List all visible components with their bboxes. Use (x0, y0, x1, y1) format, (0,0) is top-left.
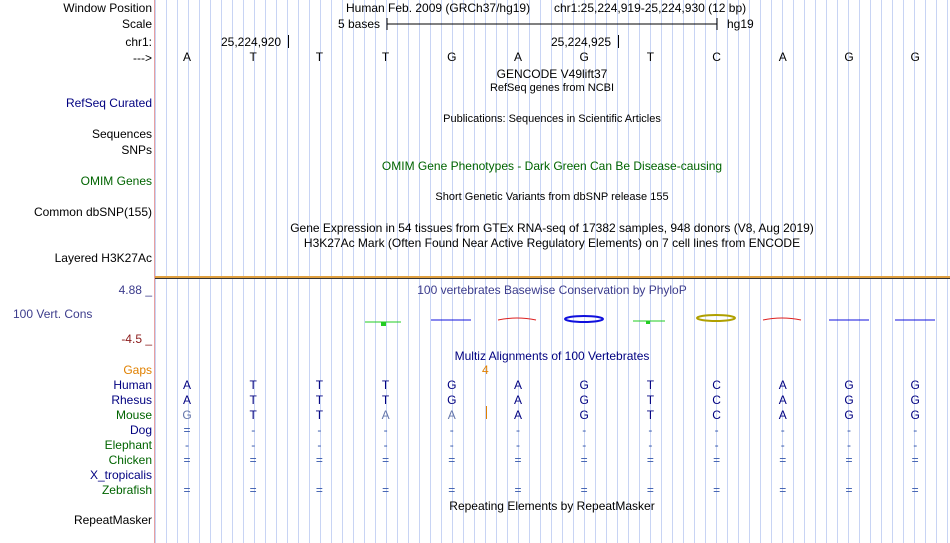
alignment-base: G (844, 378, 854, 392)
grid-line (749, 0, 750, 543)
species-label[interactable]: Zebrafish (101, 483, 152, 497)
grid-line (463, 0, 464, 543)
base-letter: T (249, 50, 257, 64)
h3k27ac-track-title[interactable]: H3K27Ac Mark (Often Found Near Active Regulatory Elements) on 7 cell lines from ENCODE (303, 236, 801, 250)
alignment-base: = (514, 483, 522, 497)
grid-line (265, 0, 266, 543)
alignment-base: = (514, 453, 522, 467)
alignment-base: - (780, 423, 785, 437)
base-letter: G (447, 50, 457, 64)
cons-mark-4-bar (381, 322, 386, 326)
repeatmasker-track-title[interactable]: Repeating Elements by RepeatMasker (449, 499, 655, 513)
grid-line (837, 0, 838, 543)
grid-line (683, 0, 684, 543)
alignment-base: A (447, 408, 456, 422)
alignment-base: G (579, 378, 589, 392)
publications-track-title[interactable]: Publications: Sequences in Scientific Articles (443, 113, 661, 125)
alignment-base: - (847, 423, 851, 437)
base-letter: A (182, 50, 191, 64)
alignment-base: = (580, 453, 588, 467)
cons-min-label: -4.5 _ (121, 332, 152, 346)
alignment-base: = (249, 453, 257, 467)
grid-line (892, 0, 893, 543)
alignment-base: - (847, 438, 851, 452)
grid-line (760, 0, 761, 543)
alignment-base: T (315, 378, 324, 392)
dbsnp-track-title[interactable]: Short Genetic Variants from dbSNP release 155 (435, 191, 669, 203)
base-letter: G (579, 50, 589, 64)
alignment-base: - (383, 438, 388, 452)
grid-line (331, 0, 332, 543)
alignment-base: A (381, 408, 390, 422)
cons-mark-8-bar (646, 321, 650, 324)
species-label[interactable]: Dog (129, 423, 152, 437)
grid-line (155, 0, 156, 543)
alignment-base: A (182, 393, 191, 407)
alignment-base: - (317, 423, 322, 437)
gaps-label[interactable]: Gaps (123, 363, 152, 377)
coord-tick-2-mark (618, 35, 619, 48)
grid-line (353, 0, 354, 543)
vert-cons-label[interactable]: 100 Vert. Cons (13, 307, 93, 321)
common-dbsnp-label[interactable]: Common dbSNP(155) (33, 205, 152, 219)
refseq-track-title[interactable]: RefSeq genes from NCBI (489, 82, 615, 94)
layered-h3k27ac-label[interactable]: Layered H3K27Ac (54, 251, 152, 265)
alignment-base: = (448, 453, 456, 467)
grid-line (210, 0, 211, 543)
alignment-base: G (579, 393, 589, 407)
cons-max-label: 4.88 _ (118, 283, 152, 297)
base-letter: A (513, 50, 522, 64)
cons-mark-10 (763, 318, 801, 320)
species-label[interactable]: X_tropicalis (89, 468, 152, 482)
cons-mark-6 (498, 318, 536, 320)
alignment-base: = (646, 483, 654, 497)
coord-tick-1-mark (288, 35, 289, 48)
alignment-base: = (845, 483, 853, 497)
alignment-base: T (315, 408, 324, 422)
grid-line (738, 0, 739, 543)
grid-line (430, 0, 431, 543)
alignment-base: = (183, 483, 191, 497)
alignment-base: T (646, 408, 655, 422)
alignment-base: = (713, 483, 721, 497)
sequences-label[interactable]: Sequences (91, 127, 152, 141)
grid-line (628, 0, 629, 543)
alignment-base: C (712, 408, 721, 422)
alignment-base: = (249, 483, 257, 497)
position-readout: chr1:25,224,919-25,224,930 (12 bp) (554, 1, 747, 15)
alignment-base: G (447, 393, 457, 407)
alignment-base: - (582, 423, 587, 437)
grid-line (727, 0, 728, 543)
alignment-base: C (712, 378, 721, 392)
scale-bar (386, 17, 720, 31)
alignment-base: G (910, 393, 920, 407)
alignment-base: = (713, 453, 721, 467)
gtex-track-title[interactable]: Gene Expression in 54 tissues from GTEx RNA-seq of 17382 samples, 948 donors (V8, Aug 2019) (290, 221, 814, 235)
grid-line (881, 0, 882, 543)
cons-mark-7 (565, 316, 603, 322)
window-position-label: Window Position (63, 1, 152, 15)
grid-line (419, 0, 420, 543)
strand-label: ---> (133, 51, 152, 65)
alignment-base: A (513, 393, 522, 407)
grid-line (903, 0, 904, 543)
alignment-base: = (580, 483, 588, 497)
alignment-base: = (315, 453, 323, 467)
alignment-base: G (579, 408, 589, 422)
alignment-base: = (779, 453, 787, 467)
alignment-base: - (449, 438, 454, 452)
alignment-base: T (646, 393, 655, 407)
omim-track-title[interactable]: OMIM Gene Phenotypes - Dark Green Can Be Disease-causing (381, 159, 723, 173)
base-letter: T (646, 50, 655, 64)
alignment-base: - (714, 423, 719, 437)
assembly-title: Human Feb. 2009 (GRCh37/hg19) (346, 1, 531, 15)
alignment-base: - (251, 438, 256, 452)
alignment-base: A (513, 378, 522, 392)
grid-line (298, 0, 299, 543)
grid-line (815, 0, 816, 543)
grid-line (936, 0, 937, 543)
base-letter: A (778, 50, 787, 64)
alignment-base: - (648, 438, 653, 452)
alignment-base: - (185, 438, 189, 452)
grid-line (276, 0, 277, 543)
alignment-base: A (182, 378, 191, 392)
grid-line (397, 0, 398, 543)
omim-genes-label[interactable]: OMIM Genes (80, 174, 152, 188)
alignment-base: = (315, 483, 323, 497)
alignment-base: - (516, 438, 520, 452)
species-label[interactable]: Human (113, 378, 152, 392)
coord-tick-2: 25,224,925 (551, 35, 612, 49)
grid-line (287, 0, 288, 543)
base-letter: T (315, 50, 324, 64)
alignment-base: T (249, 408, 257, 422)
grid-line (199, 0, 200, 543)
snps-label[interactable]: SNPs (121, 143, 152, 157)
alignment-base: A (778, 408, 787, 422)
alignment-base: = (779, 483, 787, 497)
alignment-base: T (646, 378, 655, 392)
alignment-base: G (844, 408, 854, 422)
grid-line (617, 0, 618, 543)
alignment-base: - (582, 438, 587, 452)
alignment-base: G (447, 378, 457, 392)
alignment-base: - (449, 423, 454, 437)
base-letter: T (381, 50, 390, 64)
scale-db: hg19 (727, 17, 754, 31)
alignment-base: T (381, 393, 390, 407)
base-letter: G (910, 50, 920, 64)
cons-mark-9 (697, 315, 735, 321)
refseq-curated-label[interactable]: RefSeq Curated (65, 96, 152, 110)
alignment-base: - (913, 438, 918, 452)
conservation-logo[interactable] (155, 308, 950, 330)
alignment-base: C (712, 393, 721, 407)
alignment-base: T (315, 393, 324, 407)
grid-line (859, 0, 860, 543)
alignment-base: = (646, 453, 654, 467)
chrom-label: chr1: (125, 35, 152, 49)
alignment-base: T (249, 378, 257, 392)
alignment-base: T (249, 393, 257, 407)
alignment-base: - (317, 438, 322, 452)
grid-line (408, 0, 409, 543)
gencode-track-title[interactable]: GENCODE V49lift37 (496, 67, 608, 81)
alignment-base: G (844, 393, 854, 407)
alignment-base: = (183, 423, 191, 437)
alignment-base: - (251, 423, 256, 437)
alignment-base: - (383, 423, 388, 437)
grid-line (485, 0, 486, 543)
scale-text: 5 bases (338, 17, 381, 31)
alignment-base: G (910, 378, 920, 392)
phylop-track-title[interactable]: 100 vertebrates Basewise Conservation by PhyloP (417, 283, 687, 297)
grid-line (166, 0, 167, 543)
alignment-base: = (382, 453, 390, 467)
base-letter: G (844, 50, 854, 64)
alignment-base: = (845, 453, 853, 467)
base-letter: C (712, 50, 721, 64)
grid-line (804, 0, 805, 543)
species-label[interactable]: Mouse (115, 408, 152, 422)
repeatmasker-label[interactable]: RepeatMasker (73, 513, 152, 527)
species-label[interactable]: Rhesus (111, 393, 152, 407)
multiz-track-title[interactable]: Multiz Alignments of 100 Vertebrates (454, 349, 650, 363)
track-separator-dark (155, 278, 950, 279)
alignment-base: - (516, 423, 520, 437)
grid-line (672, 0, 673, 543)
grid-line (221, 0, 222, 543)
gap-count: 4 (482, 363, 489, 377)
gap-insertion-mark (486, 406, 487, 419)
alignment-base: = (448, 483, 456, 497)
alignment-base: = (911, 453, 919, 467)
alignment-base: A (513, 408, 522, 422)
grid-line (826, 0, 827, 543)
scale-label: Scale (121, 17, 152, 31)
grid-line (793, 0, 794, 543)
coord-tick-1: 25,224,920 (221, 35, 282, 49)
alignment-base: = (183, 453, 191, 467)
alignment-base: T (381, 378, 390, 392)
species-label[interactable]: Chicken (108, 453, 152, 467)
grid-line (232, 0, 233, 543)
alignment-base: = (911, 483, 919, 497)
alignment-base: A (778, 378, 787, 392)
species-label[interactable]: Elephant (104, 438, 152, 452)
grid-line (364, 0, 365, 543)
grid-line (870, 0, 871, 543)
alignment-base: - (913, 423, 918, 437)
alignment-base: G (910, 408, 920, 422)
grid-line (947, 0, 948, 543)
grid-line (661, 0, 662, 543)
grid-line (694, 0, 695, 543)
alignment-base: - (648, 423, 653, 437)
alignment-base: - (714, 438, 719, 452)
alignment-base: - (780, 438, 785, 452)
alignment-base: A (778, 393, 787, 407)
alignment-base: = (382, 483, 390, 497)
grid-line (474, 0, 475, 543)
grid-line (342, 0, 343, 543)
alignment-base: G (182, 408, 192, 422)
